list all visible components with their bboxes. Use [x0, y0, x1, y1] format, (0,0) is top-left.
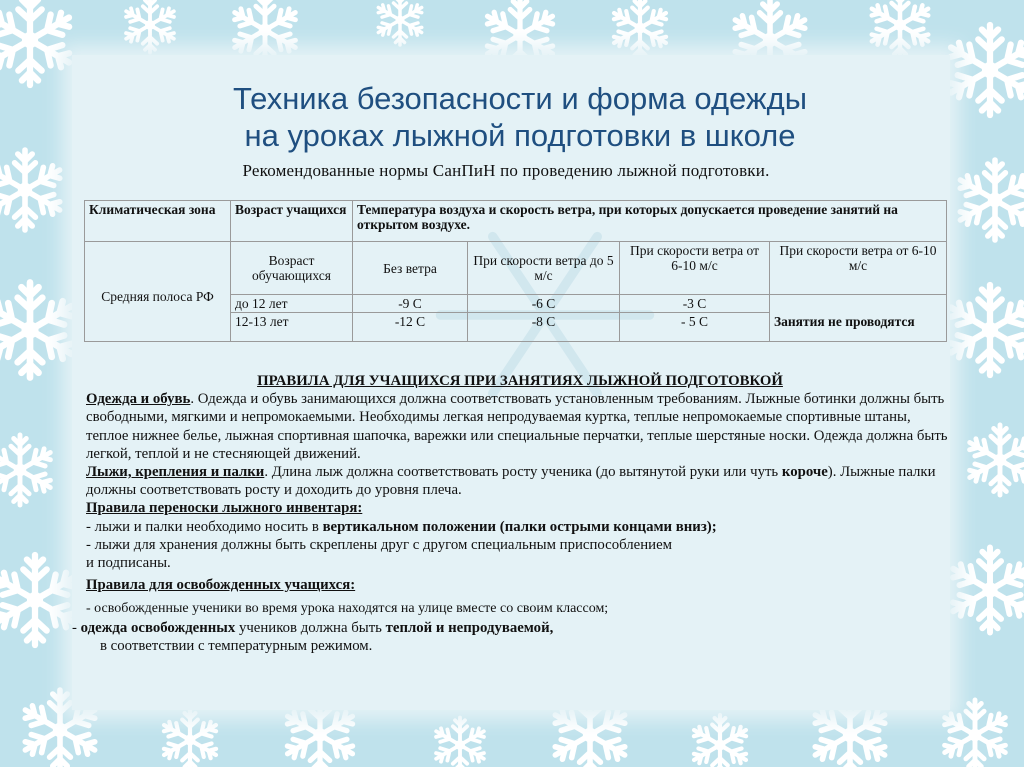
exempt-rule-2-bold-1: одежда освобожденных — [80, 619, 236, 636]
subheader-no-wind: Без ветра — [353, 242, 468, 295]
clothing-paragraph — [86, 390, 954, 463]
exempt-rule-2-text: учеников должна быть — [235, 619, 386, 636]
exempt-rule-2-cont: в соответствии с температурным режимом. — [100, 637, 373, 654]
header-climate-zone: Климатическая зона — [85, 201, 231, 242]
cell-temp-wind-6-10: - 5 С — [620, 313, 770, 342]
subheader-wind-6-10-b: При скорости ветра от 6-10 м/с — [770, 242, 947, 295]
clothing-label: Одежда и обувь — [86, 391, 191, 408]
cell-temp-wind-5: -6 С — [468, 295, 620, 313]
cell-temp-wind-5: -8 С — [468, 313, 620, 342]
skis-text-2: ). Лыжные палки должны соответствовать росту и доходить до уровня плеча. — [86, 464, 936, 499]
cell-age: до 12 лет — [231, 295, 353, 313]
cell-age: 12-13 лет — [231, 313, 353, 342]
carry-rule-1 — [86, 518, 954, 536]
skis-bold: короче — [781, 464, 828, 481]
carry-rule-2: - лыжи для хранения должны быть скреплены друг с другом специальным приспособлением — [86, 536, 672, 553]
exempt-rule-2-dash: - — [72, 619, 81, 636]
subheader-age: Возраст обучающихся — [231, 242, 353, 295]
skis-text-1: . Длина лыж должна соответствовать росту ученика (до вытянутой руки или чуть — [264, 464, 782, 481]
clothing-text: . Одежда и обувь занимающихся должна соответствовать установленным требованиям. Лыжные ботинки должны быть свободными, мягкими и непромокаемыми. Необходимы легкая непродуваемая куртка, теплые непромокаемые спортивные штаны, теплое нижнее белье, лыжная спортивная шапочка, варежки или специальные перчатки, теплые шерстяные носки. Одежда должна быть легкой, теплой и не стесняющей движений. — [86, 391, 948, 462]
page-title — [0, 80, 1024, 154]
rules-section — [72, 372, 954, 655]
table-header-row — [85, 201, 947, 242]
cell-temp-wind-6-10: -3 С — [620, 295, 770, 313]
table-subheader-row — [85, 242, 947, 295]
title-line-1: Техника безопасности и форма одежды — [232, 81, 808, 116]
carry-rule-1-text: - лыжи и палки необходимо носить в — [86, 518, 323, 535]
exempt-rule-1: - освобожденные ученики во время урока находятся на улице вместе со своим классом; — [86, 601, 609, 617]
title-line-2: на уроках лыжной подготовки в школе — [244, 118, 796, 153]
sanpin-norms-table — [84, 200, 947, 342]
header-temperature-wind: Температура воздуха и скорость ветра, при которых допускается проведение занятий на открытом воздухе. — [353, 201, 947, 242]
header-student-age: Возраст учащихся — [231, 201, 353, 242]
subheader-wind-5: При скорости ветра до 5 м/с — [468, 242, 620, 295]
cell-no-classes: Занятия не проводятся — [770, 295, 947, 342]
carry-rule-1-bold: вертикальном положении (палки острыми концами вниз); — [322, 518, 717, 535]
rules-heading: ПРАВИЛА ДЛЯ УЧАЩИХСЯ ПРИ ЗАНЯТИЯХ ЛЫЖНОЙ ПОДГОТОВКОЙ — [257, 373, 783, 389]
cell-temp-no-wind: -12 С — [353, 313, 468, 342]
exempt-heading: Правила для освобожденных учащихся: — [86, 577, 356, 594]
carry-rule-2-cont: и подписаны. — [86, 555, 171, 572]
cell-temp-no-wind: -9 С — [353, 295, 468, 313]
exempt-rule-2 — [72, 619, 954, 637]
carry-heading: Правила переноски лыжного инвентаря: — [86, 500, 363, 517]
subheader-wind-6-10-a: При скорости ветра от 6-10 м/с — [620, 242, 770, 295]
page-subtitle: Рекомендованные нормы СанПиН по проведению лыжной подготовки. — [242, 161, 770, 180]
skis-label: Лыжи, крепления и палки — [86, 464, 265, 481]
cell-climate-zone: Средняя полоса РФ — [85, 242, 231, 342]
skis-paragraph — [86, 463, 954, 499]
exempt-rule-2-bold-2: теплой и непродуваемой, — [385, 619, 554, 636]
